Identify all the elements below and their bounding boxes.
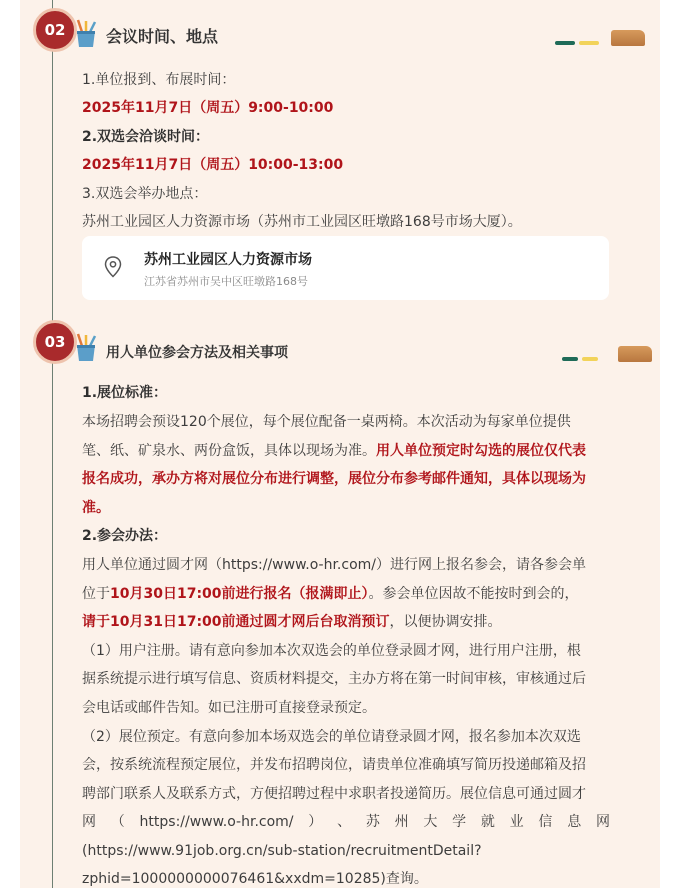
text-line-justified — [82, 812, 610, 832]
text-line — [82, 612, 502, 632]
link-text[interactable]: (https://www.91job.org.cn/sub-station/recruitmentDetail? — [82, 843, 482, 859]
highlight-segment: 10月30日17:00前进行报名（报满即止） — [110, 586, 369, 602]
text-segment: 学 — [452, 814, 467, 830]
text-segment: 就 — [480, 814, 495, 830]
location-address: 江苏省苏州市吴中区旺墩路168号 — [144, 275, 308, 288]
highlight-line: 报名成功，承办方将对展位分布进行调整，展位分布参考邮件通知，具体以现场为 — [82, 471, 586, 487]
text-segment: 。参会单位因故不能按时到会的， — [368, 586, 579, 602]
text-segment: 业 — [509, 814, 524, 830]
subheading: 1.展位标准： — [82, 385, 168, 401]
text-line: 会电话或邮件告知。如已注册可直接登录预定。 — [82, 700, 376, 716]
pencil-cup-icon — [73, 18, 99, 48]
decorative-bars — [562, 346, 652, 364]
location-card[interactable] — [82, 236, 609, 300]
text-line: （1）用户注册。请有意向参加本次双选会的单位登录圆才网，进行用户注册，根 — [82, 643, 581, 659]
highlight-line: 2025年11月7日（周五）9:00-10:00 — [82, 100, 334, 116]
highlight-segment: 请于10月31日17:00前通过圆才网后台取消预订 — [82, 614, 390, 630]
decorative-bars — [555, 30, 645, 48]
text-segment: 州 — [394, 814, 409, 830]
section-number-badge: 02 — [33, 8, 77, 52]
text-segment: 、 — [337, 814, 352, 830]
text-line: 会，按系统流程预定展位，并发布招聘岗位，请贵单位准确填写简历投递邮箱及招 — [82, 757, 586, 773]
text-segment: 网 — [82, 814, 96, 830]
section-number-badge: 03 — [33, 320, 77, 364]
highlight-line: 2025年11月7日（周五）10:00-13:00 — [82, 157, 344, 173]
text-segment: ） — [308, 814, 323, 830]
timeline-line — [52, 0, 53, 888]
location-name: 苏州工业园区人力资源市场 — [144, 252, 312, 268]
text-segment: 网 — [595, 814, 610, 830]
highlight-line: 准。 — [82, 500, 110, 516]
text-line: 本场招聘会预设120个展位，每个展位配备一桌两椅。本次活动为每家单位提供 — [82, 414, 571, 430]
text-line: 3.双选会举办地点： — [82, 186, 208, 202]
text-segment: 笔、纸、矿泉水、两份盒饭，具体以现场为准。 — [82, 443, 376, 459]
text-line: 2.双选会洽谈时间： — [82, 129, 210, 145]
text-line: 苏州工业园区人力资源市场（苏州市工业园区旺墩路168号市场大厦）。 — [82, 214, 522, 230]
text-line: 1.单位报到、布展时间： — [82, 72, 236, 88]
section-title: 用人单位参会方法及相关事项 — [106, 345, 288, 361]
pencil-cup-icon — [73, 332, 99, 362]
section-title: 会议时间、地点 — [106, 27, 219, 46]
text-segment: 息 — [567, 814, 582, 830]
text-segment: ，以便协调安排。 — [389, 614, 502, 630]
subheading: 2.参会办法： — [82, 528, 168, 544]
text-line: （2）展位预定。有意向参加本场双选会的单位请登录圆才网，报名参加本次双选 — [82, 729, 581, 745]
text-segment: 信 — [538, 814, 553, 830]
text-line: 据系统提示进行填写信息、资质材料提交，主办方将在第一时间审核，审核通过后 — [82, 671, 586, 687]
text-segment: （ — [110, 814, 125, 830]
link-text[interactable]: https://www.o-hr.com/ — [139, 814, 294, 830]
text-line — [82, 441, 586, 461]
highlight-segment: 用人单位预定时勾选的展位仅代表 — [376, 443, 586, 459]
text-segment: 苏 — [365, 814, 380, 830]
text-line: zphid=1000000000076461&xxdm=10285)查询。 — [82, 871, 428, 887]
text-line: 聘部门联系人及联系方式，方便招聘过程中求职者投递简历。展位信息可通过圆才 — [82, 786, 586, 802]
text-segment: 位于 — [82, 586, 110, 602]
text-line — [82, 584, 579, 604]
text-segment: 大 — [423, 814, 438, 830]
text-line: 用人单位通过圆才网（https://www.o-hr.com/）进行网上报名参会，请各参会单 — [82, 557, 586, 573]
location-pin-icon — [104, 256, 122, 278]
